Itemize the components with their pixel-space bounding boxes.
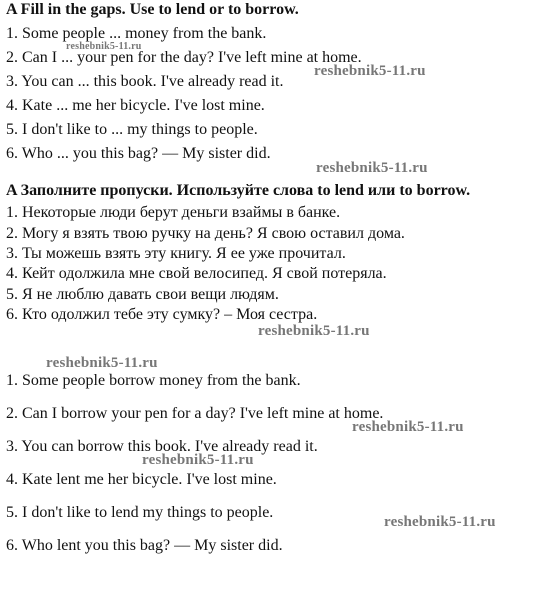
task-item: 4. Kate ... me her bicycle. I've lost mine. — [6, 97, 265, 114]
answer-item: 4. Kate lent me her bicycle. I've lost mine. — [6, 471, 277, 488]
answer-item: 2. Can I borrow your pen for a day? I've left mine at home. — [6, 405, 384, 422]
watermark: reshebnik5-11.ru — [314, 63, 426, 79]
watermark: reshebnik5-11.ru — [46, 355, 158, 371]
translation-item: 6. Кто одолжил тебе эту сумку? – Моя сестра. — [6, 306, 318, 323]
answer-item: 3. You can borrow this book. I've already read it. — [6, 438, 318, 455]
answer-item: 5. I don't like to lend my things to people. — [6, 504, 274, 521]
translation-item: 2. Могу я взять твою ручку на день? Я свою оставил дома. — [6, 225, 405, 242]
task-item: 1. Some people ... money from the bank. — [6, 25, 267, 42]
translation-item: 4. Кейт одолжила мне свой велосипед. Я свой потеряла. — [6, 265, 387, 282]
task-heading-ru: A Заполните пропуски. Используйте слова to lend или to borrow. — [6, 182, 471, 199]
translation-item: 5. Я не люблю давать свои вещи людям. — [6, 286, 279, 303]
watermark: reshebnik5-11.ru — [316, 160, 428, 176]
translation-item: 1. Некоторые люди берут деньги взаймы в банке. — [6, 204, 341, 221]
watermark: reshebnik5-11.ru — [384, 514, 496, 530]
task-item: 5. I don't like to ... my things to people. — [6, 121, 258, 138]
answer-item: 1. Some people borrow money from the bank. — [6, 372, 301, 389]
watermark: reshebnik5-11.ru — [258, 323, 370, 339]
task-item: 2. Can I ... your pen for the day? I've left mine at home. — [6, 49, 362, 66]
answer-item: 6. Who lent you this bag? — My sister did. — [6, 537, 283, 554]
watermark: reshebnik5-11.ru — [352, 419, 464, 435]
task-item: 6. Who ... you this bag? — My sister did. — [6, 145, 271, 162]
watermark: reshebnik5-11.ru — [142, 452, 254, 468]
translation-item: 3. Ты можешь взять эту книгу. Я ее уже прочитал. — [6, 245, 346, 262]
task-heading-en: A Fill in the gaps. Use to lend or to borrow. — [6, 1, 299, 18]
task-item: 3. You can ... this book. I've already read it. — [6, 73, 284, 90]
watermark: reshebnik5-11.ru — [66, 41, 142, 52]
